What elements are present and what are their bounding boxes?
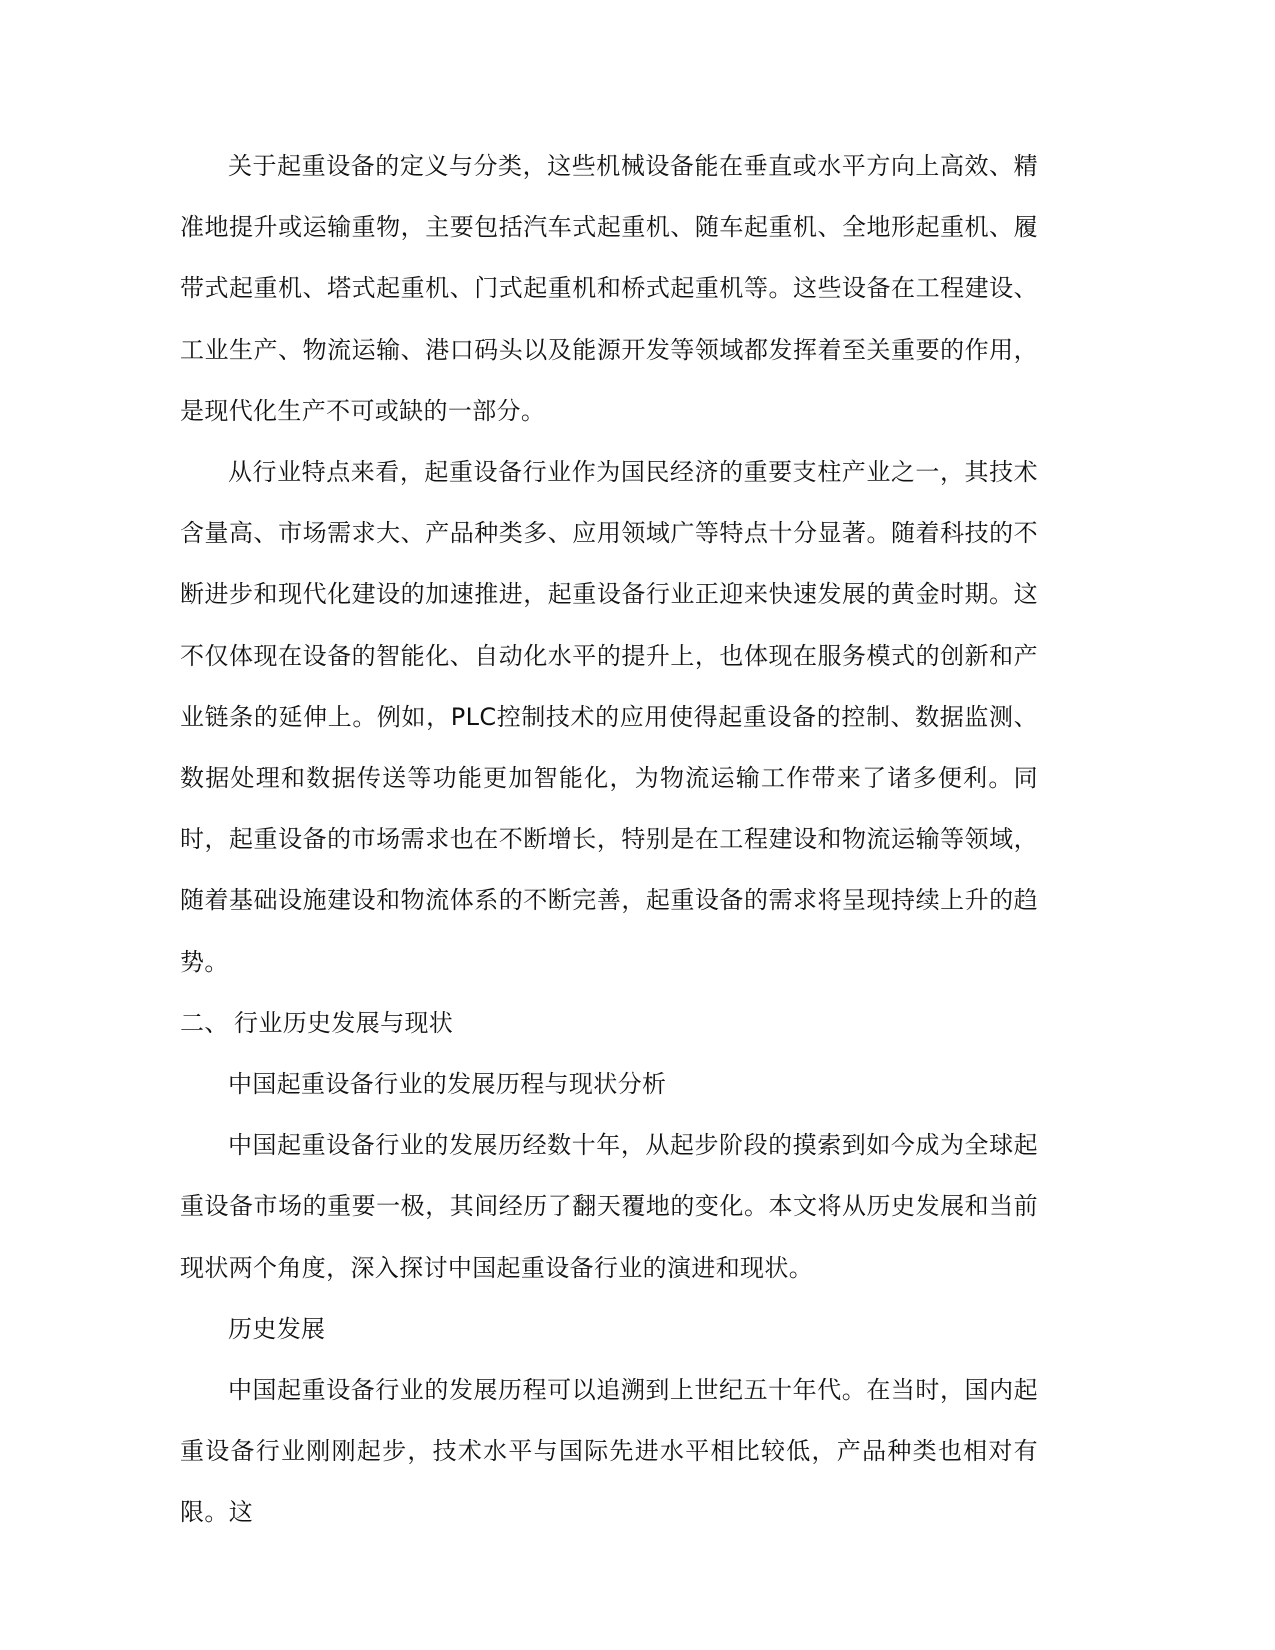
- paragraph-industry-features: 从行业特点来看，起重设备行业作为国民经济的重要支柱产业之一，其技术含量高、市场需求大、产品种类多、应用领域广等特点十分显著。随着科技的不断进步和现代化建设的加速推进，起重设备行业正迎来快速发展的黄金时期。这不仅体现在设备的智能化、自动化水平的提升上，也体现在服务模式的创新和产业链条的延伸上。例如，PLC控制技术的应用使得起重设备的控制、数据监测、数据处理和数据传送等功能更加智能化，为物流运输工作带来了诸多便利。同时，起重设备的市场需求也在不断增长，特别是在工程建设和物流运输等领域，随着基础设施建设和物流体系的不断完善，起重设备的需求将呈现持续上升的趋势。: [180, 458, 1038, 976]
- section-title: 行业历史发展与现状: [234, 1008, 454, 1037]
- paragraph-crane-definition: 关于起重设备的定义与分类，这些机械设备能在垂直或水平方向上高效、精准地提升或运输重物，主要包括汽车式起重机、随车起重机、全地形起重机、履带式起重机、塔式起重机、门式起重机和桥式起重机等。这些设备在工程建设、工业生产、物流运输、港口码头以及能源开发等领域都发挥着至关重要的作用，是现代化生产不可或缺的一部分。: [180, 152, 1038, 425]
- section-number: 二、: [180, 1008, 229, 1037]
- document-page: [180, 136, 1038, 1544]
- section-heading: [180, 993, 1038, 1054]
- subheading-analysis: 中国起重设备行业的发展历程与现状分析: [228, 1070, 667, 1099]
- paragraph-history-start: 中国起重设备行业的发展历程可以追溯到上世纪五十年代。在当时，国内起重设备行业刚刚起步，技术水平与国际先进水平相比较低，产品种类也相对有限。这: [180, 1376, 1038, 1527]
- subheading-history: 历史发展: [228, 1314, 326, 1343]
- paragraph-development-overview: 中国起重设备行业的发展历经数十年，从起步阶段的摸索到如今成为全球起重设备市场的重要一极，其间经历了翻天覆地的变化。本文将从历史发展和当前现状两个角度，深入探讨中国起重设备行业的演进和现状。: [180, 1131, 1038, 1282]
